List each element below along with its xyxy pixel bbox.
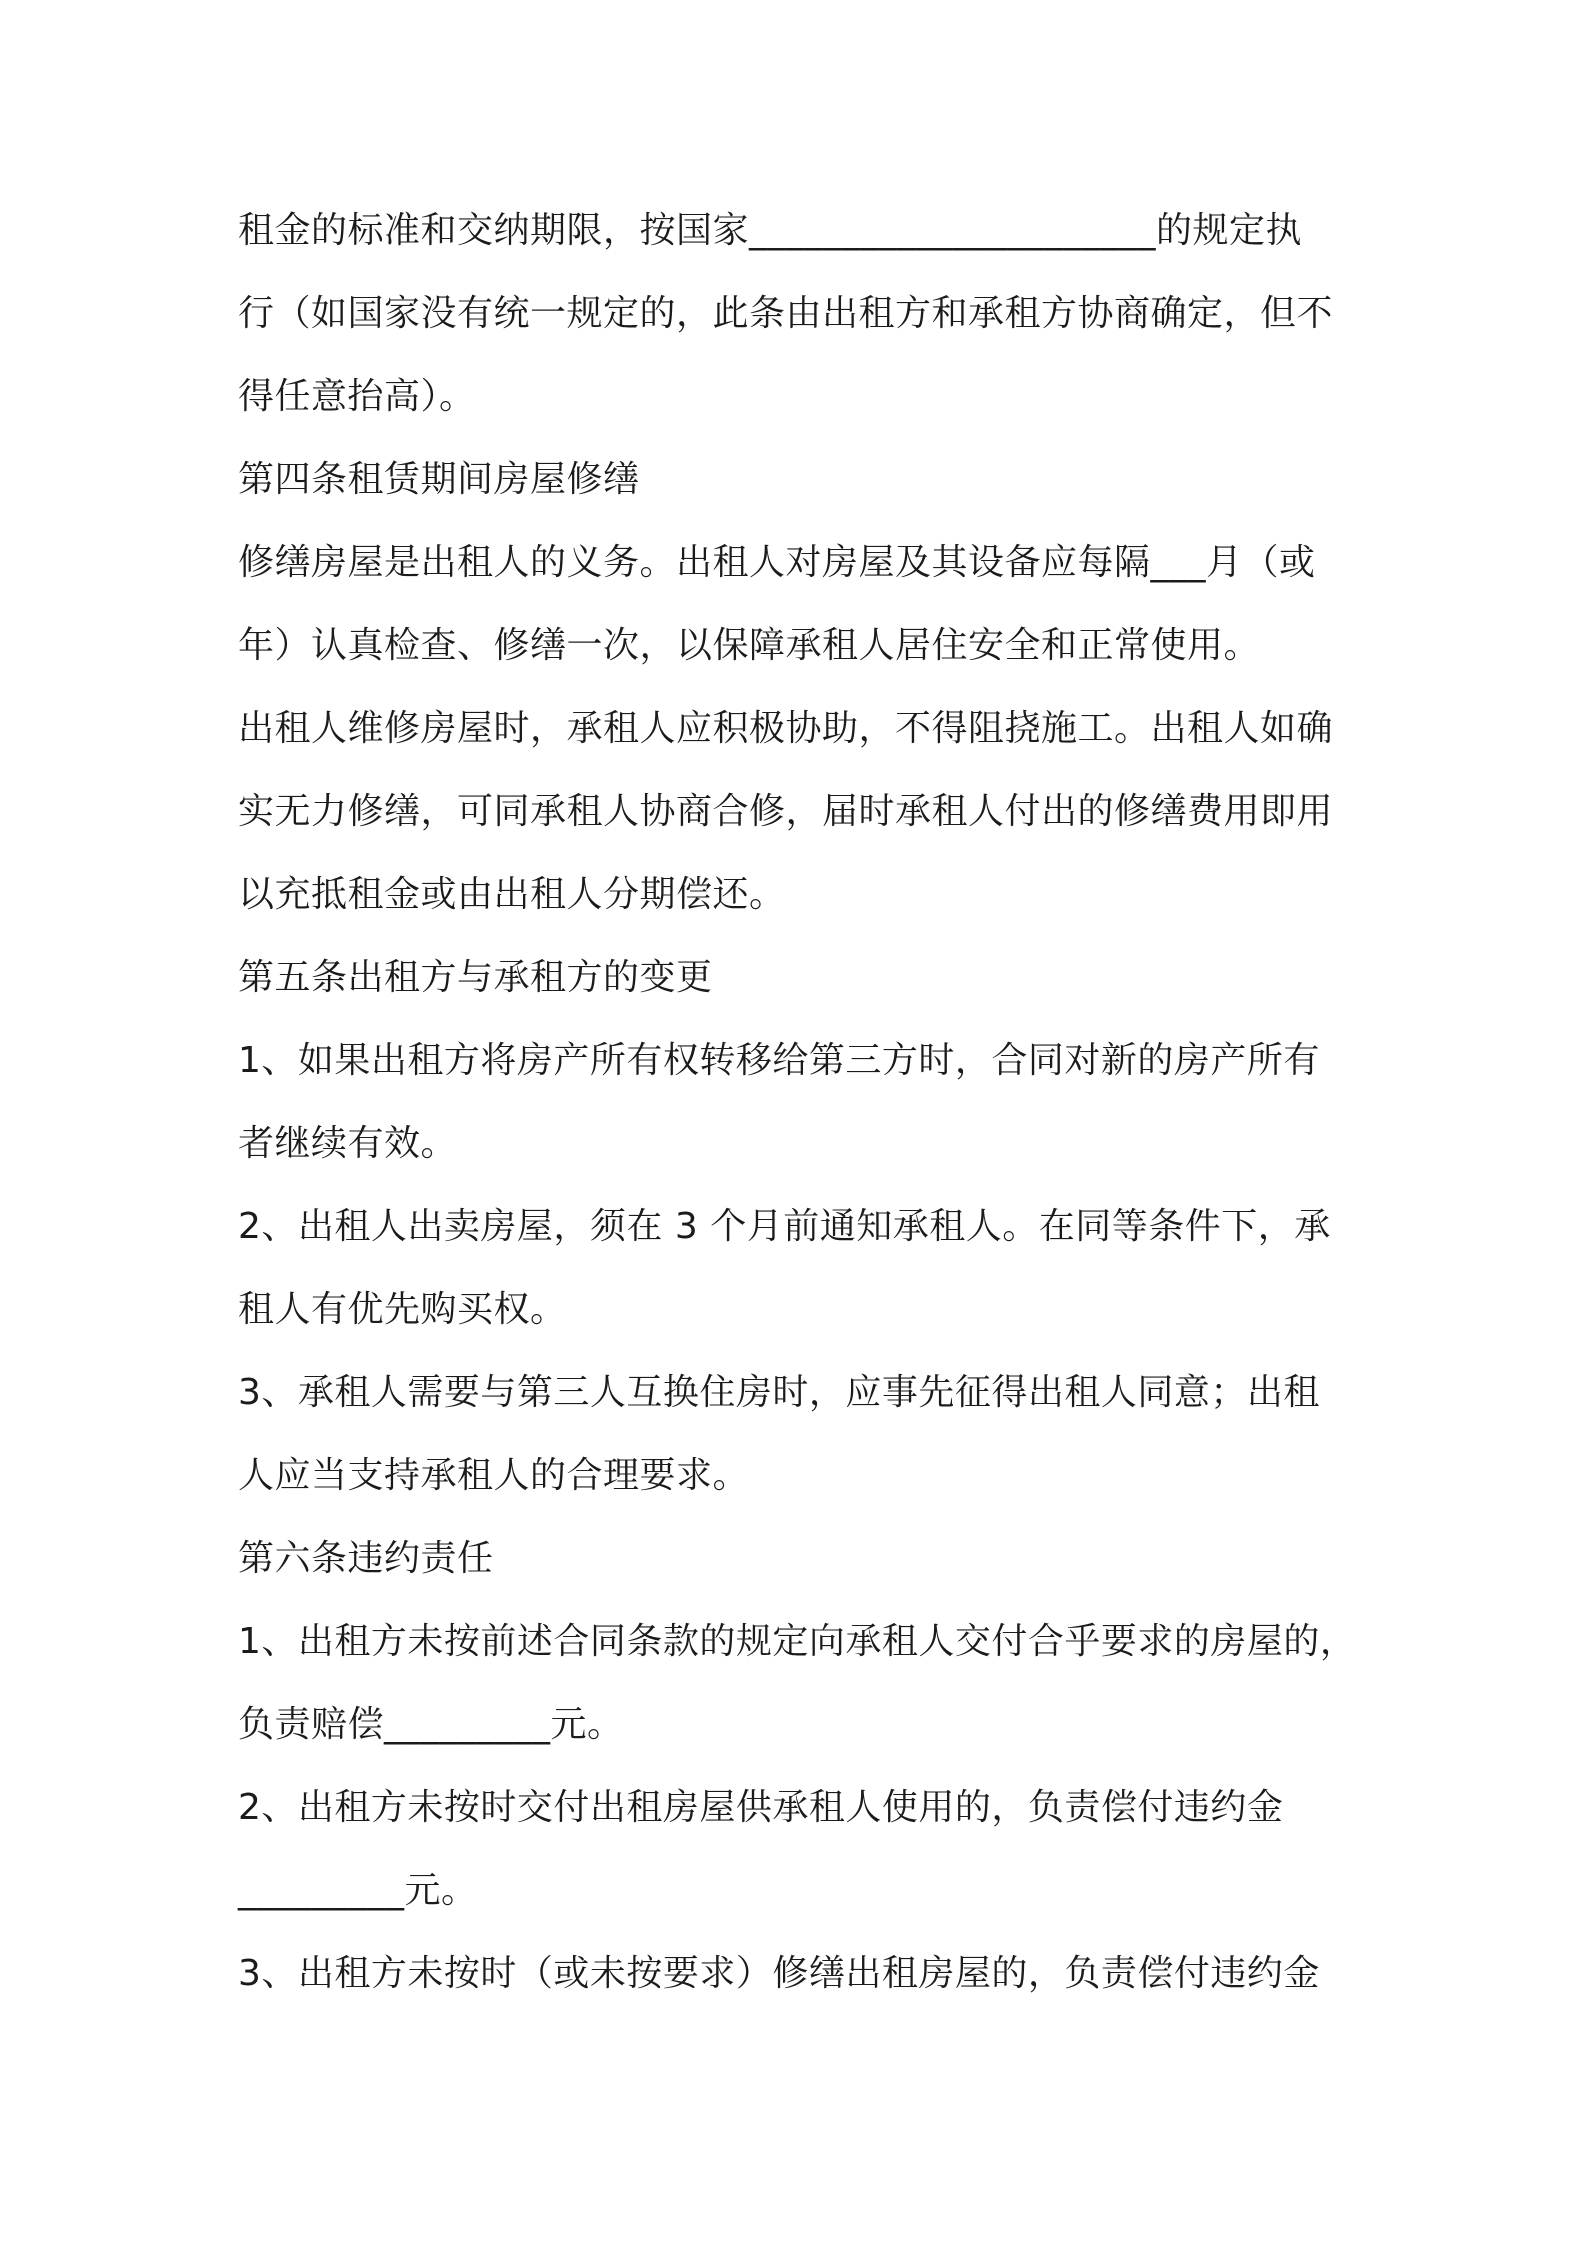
text-line: 1、出租方未按前述合同条款的规定向承租人交付合乎要求的房屋的， xyxy=(238,1621,1357,1662)
section-heading: 第五条出租方与承租方的变更 xyxy=(238,957,713,998)
text-line: 得任意抬高）。 xyxy=(238,376,476,417)
text-line: 年）认真检查、修缮一次，以保障承租人居住安全和正常使用。 xyxy=(238,625,1261,666)
text-line: 出租人维修房屋时，承租人应积极协助，不得阻挠施工。出租人如确 xyxy=(238,708,1334,749)
text-line: 修缮房屋是出租人的义务。出租人对房屋及其设备应每隔___月（或 xyxy=(238,542,1316,583)
text-line: 租人有优先购买权。 xyxy=(238,1289,567,1330)
text-line: 负责赔偿_________元。 xyxy=(238,1704,624,1745)
text-line: 者继续有效。 xyxy=(238,1123,458,1164)
text-line: _________元。 xyxy=(238,1870,478,1911)
text-line: 3、出租方未按时（或未按要求）修缮出租房屋的，负责偿付违约金 xyxy=(238,1953,1320,1994)
section-heading: 第六条违约责任 xyxy=(238,1538,494,1579)
text-line: 2、出租方未按时交付出租房屋供承租人使用的，负责偿付违约金 xyxy=(238,1787,1284,1828)
text-line: 人应当支持承租人的合理要求。 xyxy=(238,1455,750,1496)
section-heading: 第四条租赁期间房屋修缮 xyxy=(238,459,640,500)
text-line: 1、如果出租方将房产所有权转移给第三方时，合同对新的房产所有 xyxy=(238,1040,1320,1081)
text-line: 实无力修缮，可同承租人协商合修，届时承租人付出的修缮费用即用 xyxy=(238,791,1334,832)
document-body xyxy=(238,198,1358,2024)
text-line: 3、承租人需要与第三人互换住房时，应事先征得出租人同意；出租 xyxy=(238,1372,1320,1413)
text-line: 2、出租人出卖房屋，须在 3 个月前通知承租人。在同等条件下，承 xyxy=(238,1206,1331,1247)
text-line: 租金的标准和交纳期限，按国家______________________的规定执 xyxy=(238,210,1303,251)
text-line: 以充抵租金或由出租人分期偿还。 xyxy=(238,874,786,915)
text-line: 行（如国家没有统一规定的，此条由出租方和承租方协商确定，但不 xyxy=(238,293,1334,334)
